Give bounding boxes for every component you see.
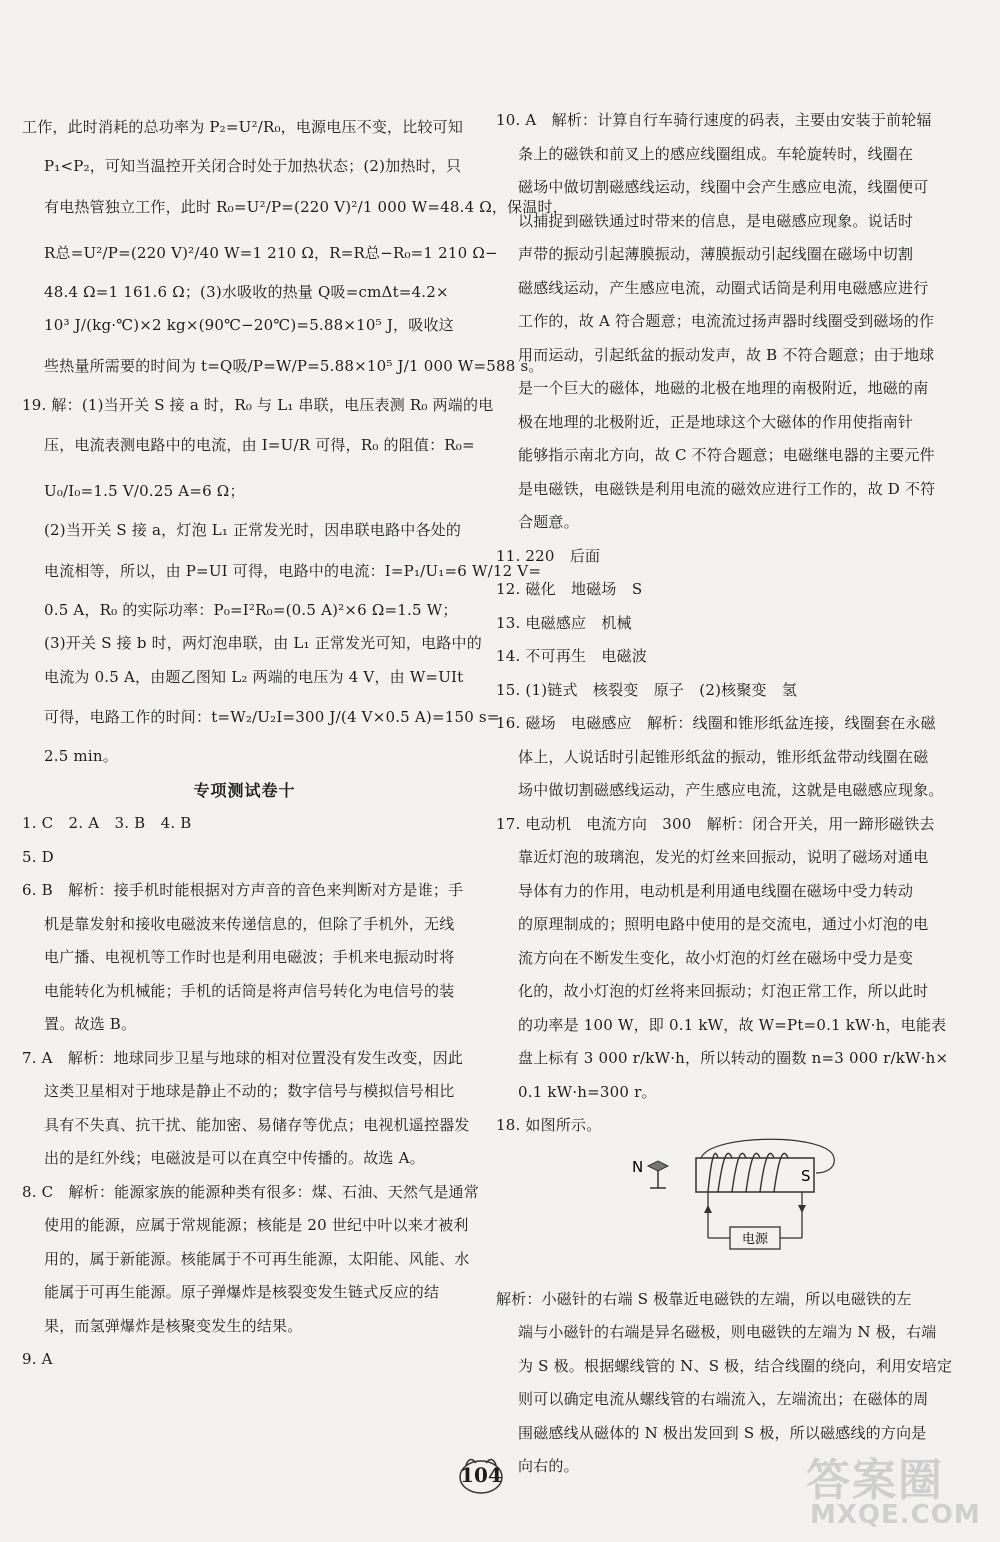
power-source-label: 电源 bbox=[741, 1231, 769, 1247]
left-text-line: 1. C 2. A 3. B 4. B bbox=[22, 814, 192, 832]
left-text-line: 0.5 A，R₀ 的实际功率：P₀=I²R₀=(0.5 A)²×6 Ω=1.5 W； bbox=[44, 600, 458, 619]
right-text-line: 场中做切割磁感线运动，产生感应电流，这就是电磁感应现象。 bbox=[518, 781, 944, 799]
left-text-line: 10³ J/(kg·℃)×2 kg×(90℃−20℃)=5.88×10⁵ J，吸收这 bbox=[44, 316, 454, 334]
left-text-line: 2.5 min。 bbox=[44, 747, 118, 765]
right-text-line: 12. 磁化 地磁场 S bbox=[496, 580, 643, 598]
right-text-line: 盘上标有 3 000 r/kW·h，所以转动的圈数 n=3 000 r/kW·h× bbox=[518, 1049, 949, 1067]
right-text-line: 导体有力的作用，电动机是利用通电线圈在磁场中受力转动 bbox=[518, 881, 914, 900]
left-text-line: 19. 解：(1)当开关 S 接 a 时，R₀ 与 L₁ 串联，电压表测 R₀ 两端的电 bbox=[22, 395, 494, 414]
watermark bbox=[796, 1444, 986, 1534]
iron-core bbox=[696, 1158, 814, 1192]
section-title: 专项测试卷十 bbox=[193, 780, 296, 800]
right-text-line: 16. 磁场 电磁感应 解析：线圈和锥形纸盆连接，线圈套在永磁 bbox=[496, 714, 936, 732]
left-text-line: 9. A bbox=[22, 1350, 53, 1368]
left-text-line: 置。故选 B。 bbox=[44, 1015, 137, 1033]
left-text-line: 48.4 Ω=1 161.6 Ω；(3)水吸收的热量 Q吸=cmΔt=4.2× bbox=[44, 282, 449, 301]
right-text-line: 15. (1)链式 核裂变 原子 (2)核聚变 氢 bbox=[496, 680, 798, 699]
watermark-logo: 答案圈 bbox=[806, 1455, 944, 1506]
left-text-line: 电广播、电视机等工作时也是利用电磁波；手机来电振动时将 bbox=[44, 948, 455, 966]
right-text-line: 极在地理的北极附近，正是地球这个大磁体的作用使指南针 bbox=[518, 412, 914, 431]
core-s-label: S bbox=[801, 1166, 811, 1185]
left-text-line: (2)当开关 S 接 a，灯泡 L₁ 正常发光时，因串联电路中各处的 bbox=[44, 521, 462, 539]
left-text-line: 电流为 0.5 A，由题乙图知 L₂ 两端的电压为 4 V，由 W=UIt bbox=[44, 667, 464, 686]
right-text-line: 为 S 极。根据螺线管的 N、S 极，结合线圈的绕向，利用安培定 bbox=[518, 1356, 953, 1375]
right-text-line: 合题意。 bbox=[518, 513, 579, 531]
left-text-line: 具有不失真、抗干扰、能加密、易储存等优点；电视机遥控器发 bbox=[44, 1115, 470, 1134]
left-text-line: U₀/I₀=1.5 V/0.25 A=6 Ω； bbox=[44, 482, 245, 500]
right-column bbox=[496, 104, 956, 1484]
right-text-line: 是一个巨大的磁体，地磁的北极在地理的南极附近，地磁的南 bbox=[518, 379, 929, 397]
right-column-top bbox=[496, 104, 956, 1143]
right-text-line: 靠近灯泡的玻璃泡，发光的灯丝来回振动，说明了磁场对通电 bbox=[518, 848, 929, 866]
right-text-line: 以捕捉到磁铁通过时带来的信息，是电磁感应现象。说话时 bbox=[518, 211, 914, 230]
page-number-text: 104 bbox=[460, 1463, 502, 1487]
electromagnet-figure bbox=[496, 1143, 956, 1283]
right-text-line: 则可以确定电流从螺线管的右端流入，左端流出；在磁体的周 bbox=[518, 1390, 929, 1408]
watermark-url: MXQE.COM bbox=[810, 1500, 981, 1530]
left-text-line: 有电热管独立工作，此时 R₀=U²/P=(220 V)²/1 000 W=48.4 Ω，保温时， bbox=[44, 197, 568, 216]
left-text-line: 6. B 解析：接手机时能根据对方声音的音色来判断对方是谁；手 bbox=[22, 881, 464, 899]
right-text-line: 18. 如图所示。 bbox=[496, 1116, 602, 1134]
right-text-line: 体上，人说话时引起锥形纸盆的振动，锥形纸盆带动线圈在磁 bbox=[518, 747, 929, 766]
left-text-line: 这类卫星相对于地球是静止不动的；数字信号与模拟信号相比 bbox=[44, 1082, 455, 1100]
right-text-line: 化的，故小灯泡的灯丝将来回振动；灯泡正常工作，所以此时 bbox=[518, 982, 929, 1000]
left-text-line: 可得，电路工作的时间：t=W₂/U₂I=300 J/(4 V×0.5 A)=150 s= bbox=[44, 708, 500, 726]
right-text-line: 声带的振动引起薄膜振动，薄膜振动引起线圈在磁场中切割 bbox=[518, 245, 914, 263]
electromagnet-diagram bbox=[496, 1143, 956, 1283]
needle-n-label: N bbox=[632, 1157, 644, 1176]
right-text-line: 11. 220 后面 bbox=[496, 546, 601, 565]
left-text-line: 机是靠发射和接收电磁波来传递信息的，但除了手机外，无线 bbox=[44, 914, 455, 933]
right-text-line: 的功率是 100 W，即 0.1 kW，故 W=Pt=0.1 kW·h，电能表 bbox=[518, 1015, 947, 1034]
right-text-line: 磁场中做切割磁感线运动，线圈中会产生感应电流，线圈便可 bbox=[518, 178, 929, 196]
left-text-line: (3)开关 S 接 b 时，两灯泡串联，由 L₁ 正常发光可知，电路中的 bbox=[44, 634, 482, 652]
right-text-line: 解析：小磁针的右端 S 极靠近电磁铁的左端，所以电磁铁的左 bbox=[496, 1289, 912, 1308]
left-text-line: 5. D bbox=[22, 847, 54, 866]
page-number bbox=[456, 1453, 506, 1497]
left-text-line: P₁<P₂，可知当温控开关闭合时处于加热状态；(2)加热时，只 bbox=[44, 157, 462, 175]
left-text-line: 压，电流表测电路中的电流，由 I=U/R 可得，R₀ 的阻值：R₀= bbox=[44, 436, 475, 454]
left-text-line: 能属于可再生能源。原子弹爆炸是核裂变发生链式反应的结 bbox=[44, 1283, 440, 1301]
right-text-line: 用而运动，引起纸盆的振动发声，故 B 不符合题意；由于地球 bbox=[518, 345, 935, 364]
right-text-line: 工作的，故 A 符合题意；电流流过扬声器时线圈受到磁场的作 bbox=[518, 312, 935, 330]
right-text-line: 10. A 解析：计算自行车骑行速度的码表，主要由安装于前轮辐 bbox=[496, 111, 932, 129]
right-text-line: 13. 电磁感应 机械 bbox=[496, 613, 632, 632]
left-text-line: 电能转化为机械能；手机的话筒是将声信号转化为电信号的装 bbox=[44, 981, 455, 1000]
left-text-line: R总=U²/P=(220 V)²/40 W=1 210 Ω，R=R总−R₀=1 210 Ω− bbox=[44, 243, 498, 262]
right-text-line: 是电磁铁，电磁铁是利用电流的磁效应进行工作的，故 D 不符 bbox=[518, 479, 936, 498]
left-text-line: 果，而氢弹爆炸是核聚变发生的结果。 bbox=[44, 1316, 303, 1335]
solenoid-coil bbox=[708, 1153, 788, 1192]
right-text-line: 流方向在不断发生变化，故小灯泡的灯丝在磁场中受力是变 bbox=[518, 948, 914, 967]
left-text-line: 8. C 解析：能源家族的能源种类有很多：煤、石油、天然气是通常 bbox=[22, 1182, 479, 1201]
left-text-line: 7. A 解析：地球同步卫星与地球的相对位置没有发生改变，因此 bbox=[22, 1048, 464, 1067]
compass-needle bbox=[648, 1161, 668, 1171]
right-text-line: 能够指示南北方向，故 C 不符合题意；电磁继电器的主要元件 bbox=[518, 446, 935, 464]
right-text-line: 0.1 kW·h=300 r。 bbox=[518, 1082, 657, 1101]
right-text-line: 的原理制成的；照明电路中使用的是交流电，通过小灯泡的电 bbox=[518, 915, 929, 933]
right-text-line: 磁感线运动，产生感应电流，动圈式话筒是利用电磁感应进行 bbox=[518, 278, 929, 297]
right-text-line: 端与小磁针的右端是异名磁极，则电磁铁的左端为 N 极，右端 bbox=[518, 1323, 937, 1341]
left-text-line: 工作，此时消耗的总功率为 P₂=U²/R₀，电源电压不变，比较可知 bbox=[22, 118, 464, 136]
right-text-line: 围磁感线从磁体的 N 极出发回到 S 极，所以磁感线的方向是 bbox=[518, 1423, 927, 1442]
left-text-line: 使用的能源，应属于常规能源；核能是 20 世纪中叶以来才被利 bbox=[44, 1216, 469, 1234]
left-text-line: 电流相等，所以，由 P=UI 可得，电路中的电流：I=P₁/U₁=6 W/12 V= bbox=[44, 561, 542, 580]
right-text-line: 14. 不可再生 电磁波 bbox=[496, 647, 648, 665]
right-text-line: 条上的磁铁和前叉上的感应线圈组成。车轮旋转时，线圈在 bbox=[518, 144, 914, 163]
right-text-line: 17. 电动机 电流方向 300 解析：闭合开关，用一蹄形磁铁去 bbox=[496, 814, 935, 833]
left-text-line: 出的是红外线；电磁波是可以在真空中传播的。故选 A。 bbox=[44, 1149, 425, 1167]
left-text-line: 用的，属于新能源。核能属于不可再生能源，太阳能、风能、水 bbox=[44, 1249, 470, 1268]
left-text-line: 些热量所需要的时间为 t=Q吸/P=W/P=5.88×10⁵ J/1 000 W=588 s。 bbox=[44, 356, 544, 375]
right-text-line: 向右的。 bbox=[518, 1457, 579, 1475]
